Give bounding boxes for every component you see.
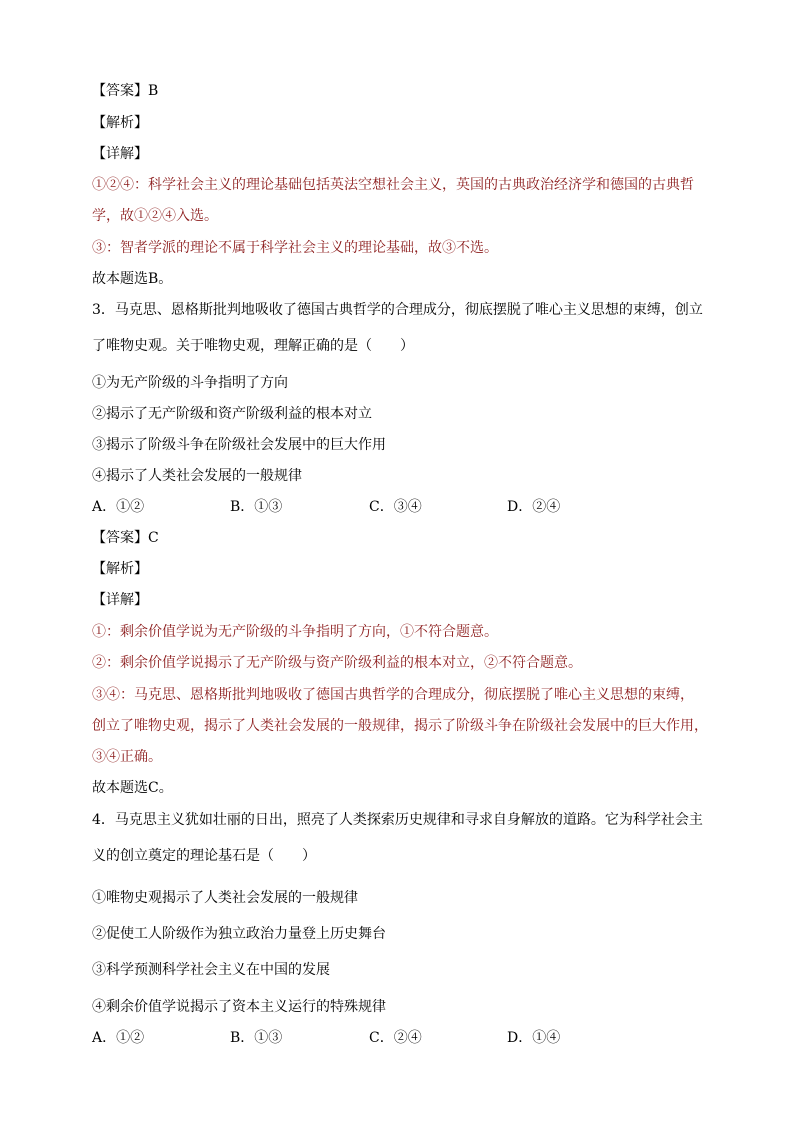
- q2-conclusion: 故本题选B。: [92, 271, 173, 287]
- q2-explanation-line: ①②④：科学社会主义的理论基础包括英法空想社会主义，英国的古典政治经济学和德国的古典哲: [92, 177, 694, 193]
- q3-stem: 了唯物史观。关于唯物史观，理解正确的是（ ）: [92, 338, 414, 354]
- q3-item: ④揭示了人类社会发展的一般规律: [92, 468, 302, 484]
- q3-explanation-line: ②：剩余价值学说揭示了无产阶级与资产阶级利益的根本对立，②不符合题意。: [92, 655, 582, 671]
- q3-choice-a: A．①②: [92, 499, 145, 515]
- q3-analysis-heading: 【解析】: [92, 561, 148, 577]
- q3-detail-heading: 【详解】: [92, 592, 148, 608]
- q3-choice-d: D．②④: [507, 499, 561, 515]
- q4-choice-c: C．②④: [369, 1030, 422, 1046]
- q4-choice-d: D．①④: [507, 1030, 561, 1046]
- q2-explanation-line: 学，故①②④入选。: [92, 208, 218, 224]
- q4-item: ④剩余价值学说揭示了资本主义运行的特殊规律: [92, 999, 386, 1015]
- q3-item: ①为无产阶级的斗争指明了方向: [92, 375, 288, 391]
- q4-stem: 4．马克思主义犹如壮丽的日出，照亮了人类探索历史规律和寻求自身解放的道路。它为科学社会主: [92, 812, 703, 828]
- q4-choice-a: A．①②: [92, 1030, 145, 1046]
- q3-explanation-line: ①：剩余价值学说为无产阶级的斗争指明了方向，①不符合题意。: [92, 624, 498, 640]
- q2-explanation-line: ③：智者学派的理论不属于科学社会主义的理论基础，故③不选。: [92, 240, 498, 256]
- q2-analysis-heading: 【解析】: [92, 115, 148, 131]
- q3-choice-c: C．③④: [369, 499, 422, 515]
- q3-item: ②揭示了无产阶级和资产阶级利益的根本对立: [92, 406, 372, 422]
- q3-explanation-line: ③④正确。: [92, 749, 162, 765]
- q3-answer: 【答案】C: [92, 530, 159, 546]
- q3-choice-b: B．①③: [230, 499, 283, 515]
- q2-answer: 【答案】B: [92, 83, 159, 99]
- q4-item: ①唯物史观揭示了人类社会发展的一般规律: [92, 890, 358, 906]
- q4-choice-b: B．①③: [230, 1030, 283, 1046]
- q4-stem: 义的创立奠定的理论基石是（ ）: [92, 848, 316, 864]
- q2-detail-heading: 【详解】: [92, 146, 148, 162]
- q3-stem: 3．马克思、恩格斯批判地吸收了德国古典哲学的合理成分，彻底摆脱了唯心主义思想的束缚，创立: [92, 302, 703, 318]
- q4-item: ②促使工人阶级作为独立政治力量登上历史舞台: [92, 926, 386, 942]
- q3-conclusion: 故本题选C。: [92, 780, 173, 796]
- q3-item: ③揭示了阶级斗争在阶级社会发展中的巨大作用: [92, 437, 386, 453]
- q3-explanation-line: 创立了唯物史观，揭示了人类社会发展的一般规律，揭示了阶级斗争在阶级社会发展中的巨大作用，: [92, 718, 708, 734]
- q3-explanation-line: ③④：马克思、恩格斯批判地吸收了德国古典哲学的合理成分，彻底摆脱了唯心主义思想的束缚，: [92, 687, 694, 703]
- q4-item: ③科学预测科学社会主义在中国的发展: [92, 962, 330, 978]
